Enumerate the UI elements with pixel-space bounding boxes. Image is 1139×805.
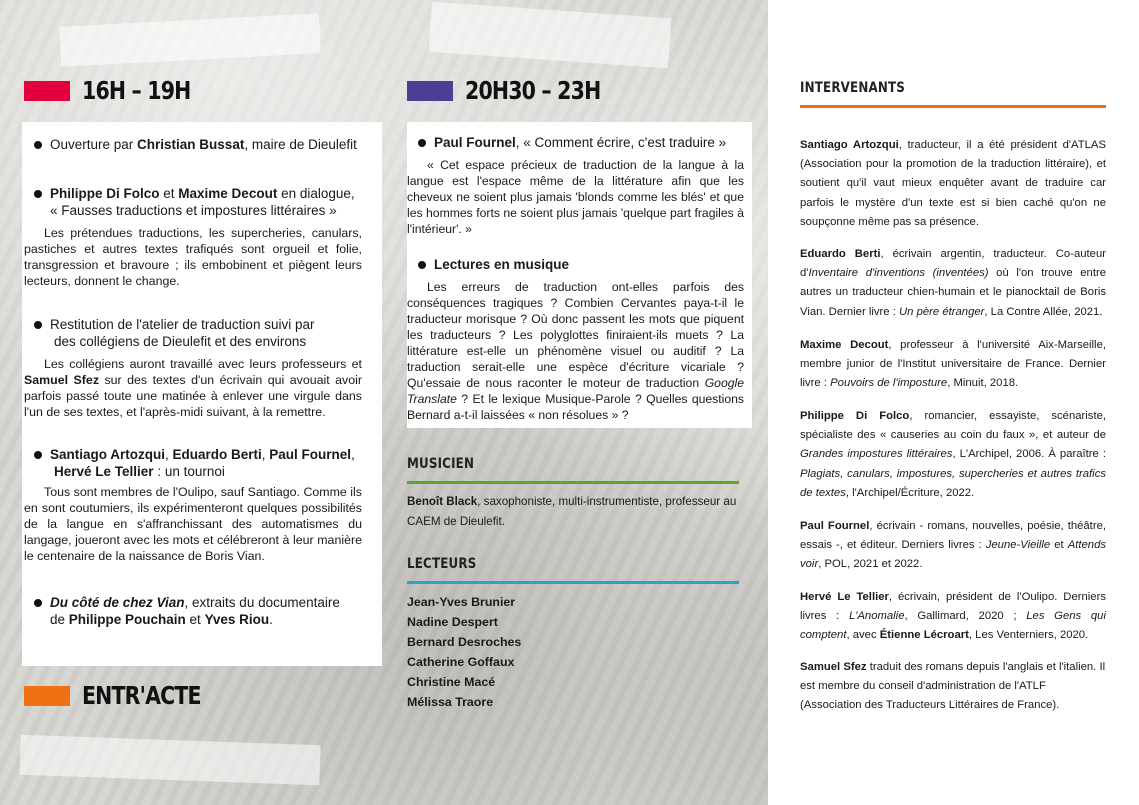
lecteurs-title: LECTEURS	[407, 556, 477, 572]
speaker-name: Eduardo Berti	[800, 248, 881, 260]
intervenants-title: INTERVENANTS	[800, 80, 906, 96]
text: et	[159, 186, 179, 201]
bio-letellier: Hervé Le Tellier, écrivain, président de l'Oulipo. Derniers livres : L'Anomalie, Gallimard, 2020 ; Les Gens qui comptent, avec Étienne Lécroart, Les Venterniers, 2020.	[800, 591, 1106, 642]
musician-name: Benoît Black	[407, 495, 478, 508]
bullet-icon	[34, 141, 42, 149]
reader-name: Jean-Yves Brunier	[407, 595, 516, 609]
bio-decout: Maxime Decout, professeur à l'université Aix-Marseille, membre junior de l'Institut universitaire de France. Dernier livre : Pouvoirs de l'imposture, Minuit, 2018.	[800, 339, 1106, 390]
pink-bar	[24, 81, 70, 101]
entracte-heading: ENTR'ACTE	[82, 681, 201, 710]
item-description: Les prétendues traductions, les supercheries, canulars, pastiches et autres textes trafiqués sont orgueil et folie, transgression et bravoure ; ils embobinent et piègent leurs lecteurs, donnent le change.	[24, 226, 362, 288]
bio-sfez: Samuel Sfez traduit des romans depuis l'anglais et l'italien. Il est membre du conseil d'administration de l'ATLF (Association des Traducteurs Littéraires de France).	[800, 661, 1106, 712]
reader-name: Christine Macé	[407, 675, 496, 689]
speaker-name: Paul Fournel	[800, 520, 870, 532]
bio-fournel: Paul Fournel, écrivain - romans, nouvelles, poésie, théâtre, essais -, et éditeur. Derniers livres : Jeune-Vieille et Attends voir, POL, 2021 et 2022.	[800, 520, 1107, 571]
text: ? Et le lexique Musique-Parole ? Quelles questions Bernard a-t-il laissées « non résolues » ?	[407, 392, 744, 422]
speaker-name: Christian Bussat	[137, 137, 245, 152]
bullet-icon	[34, 190, 42, 198]
book-title: Pouvoirs de l'imposture	[830, 377, 948, 390]
film-title: Du côté de chez Vian	[50, 595, 185, 610]
time-heading: 20H30 – 23H	[465, 76, 601, 105]
program-item-documentary: Du côté de chez Vian, extraits du documentaire de Philippe Pouchain et Yves Riou.	[34, 594, 364, 628]
reader-name: Mélissa Traore	[407, 695, 494, 709]
text: , saxophoniste, multi-instrumentiste, professeur au CAEM de Dieulefit.	[407, 495, 737, 528]
speaker-name: Santiago Artozqui	[50, 447, 165, 462]
speaker-name: Étienne Lécroart	[879, 629, 969, 642]
text: Google Translate	[407, 376, 744, 406]
speaker-name: Paul Fournel	[434, 135, 516, 150]
reader-name: Catherine Goffaux	[407, 655, 515, 669]
bullet-icon	[34, 321, 42, 329]
speaker-name: Samuel Sfez	[24, 373, 100, 387]
cyan-rule	[407, 581, 739, 584]
book-title: Un père étranger	[899, 305, 985, 318]
speaker-name: Philippe Pouchain	[68, 612, 186, 627]
speaker-name: Eduardo Berti	[172, 447, 262, 462]
program-item-tournament: Santiago Artozqui, Eduardo Berti, Paul Fournel, Hervé Le Tellier : un tournoi Tous sont membres de l'Oulipo, sauf Santiago. Comme ils en sont coutumiers, ils expérimenteront quelques possibilités de la langue en s'affranchissant des automatismes du langage, joueront avec les mots et célébreront à leur manière le centenaire de la naissance de Boris Vian.	[24, 447, 362, 563]
text: Restitution de l'atelier de traduction suivi par	[50, 317, 315, 332]
talk-title: « Fausses traductions et impostures littéraires »	[50, 203, 337, 218]
speaker-name: Philippe Di Folco	[800, 410, 910, 422]
text: des collégiens de Dieulefit et des environs	[54, 334, 307, 349]
book-title: Grandes impostures littéraires	[800, 448, 953, 461]
book-title: Attends voir	[800, 539, 1106, 571]
book-title: Les Gens qui comptent	[800, 610, 1106, 642]
speaker-name: Samuel Sfez	[800, 661, 867, 673]
book-title: L'Anomalie	[848, 610, 905, 623]
section-heading-evening	[407, 76, 630, 105]
section-heading-entracte	[24, 681, 227, 710]
readers-list	[407, 592, 521, 712]
text: , extraits du documentaire	[184, 595, 340, 610]
text: Ouverture par	[50, 137, 138, 152]
bullet-icon	[34, 451, 42, 459]
bio-difolco: Philippe Di Folco, romancier, essayiste, scénariste, spécialiste des « causeries au coin du faux », et auteur de Grandes impostures littéraires, L'Archipel, 2006. À paraître : Plagiats, canulars, impostures, supercheries et autres trafics de textes, l'Archipel/Écriture, 2022.	[800, 410, 1106, 499]
section-heading-afternoon	[24, 76, 214, 105]
item-title: Lectures en musique	[434, 257, 570, 272]
text: en dialogue,	[277, 186, 355, 201]
orange-bar	[24, 686, 70, 706]
text: : un tournoi	[153, 464, 225, 479]
text: sur des textes d'un écrivain qui avouait avoir parfois passé toute une matinée à enlever une virgule dans l'un de ses textes, et l'après-midi suivant, à la remettre.	[24, 373, 362, 419]
text: , maire de Dieulefit	[244, 137, 357, 152]
book-title: Inventaire d'inventions (inventées)	[808, 267, 989, 280]
text: , traducteur, il a été président d'ATLAS (Association pour la promotion de la traduction littéraire), et soutient qu'il vaut mieux enquêter avant de traduire car parfois le mystère d'un texte est si bien caché qu'on ne soupçonne même pas sa présence.	[800, 139, 1106, 228]
bio-artozqui	[800, 136, 1106, 232]
talk-title: , « Comment écrire, c'est traduire »	[515, 135, 727, 150]
reader-name: Nadine Despert	[407, 615, 498, 629]
speaker-name: Maxime Decout	[800, 339, 889, 351]
speaker-name: Santiago Artozqui	[800, 139, 899, 151]
speaker-name: Maxime Decout	[178, 186, 278, 201]
green-rule	[407, 481, 739, 484]
musicien-title: MUSICIEN	[407, 456, 475, 472]
bullet-icon	[418, 139, 426, 147]
speaker-name: Paul Fournel	[269, 447, 352, 462]
item-description: « Cet espace précieux de traduction de la langue à la langue est l'espace même de la littérature afin que les cheveux ne soient plus jamais 'blonds comme les blés' et que les hommes forts ne soient plus jamais 'quelque part fragiles à l'intérieur'. »	[407, 158, 744, 236]
text: Les erreurs de traduction ont-elles parfois des conséquences tragiques ? Combien Cervantes paya-t-il le traducteur morisque ? Où donc passent les mots que piquent les traducteurs ? Les polyglottes finiraient-ils muets ? La littérature est-elle un phénomène visuel ou auditif ? La traduction serait-elle une espèce d'écriture vicariale ? Qu'essaie de nous raconter le moteur de traduction	[407, 280, 744, 390]
reader-name: Bernard Desroches	[407, 635, 522, 649]
speaker-name: Hervé Le Tellier	[800, 591, 889, 603]
musician-text	[407, 492, 742, 532]
program-item-dialogue	[24, 185, 362, 289]
book-title: Jeune-Vieille	[985, 539, 1051, 552]
purple-bar	[407, 81, 453, 101]
item-description: Tous sont membres de l'Oulipo, sauf Santiago. Comme ils en sont coutumiers, ils expérimenteront quelques possibilités de la langue en s'affranchissant des automatismes du langage, joueront avec les mots et célébreront à leur manière le centenaire de la naissance de Boris Vian.	[24, 485, 362, 563]
bio-berti: Eduardo Berti, écrivain argentin, traducteur. Co-auteur d'Inventaire d'inventions (inventées) où l'on trouve entre autres un traducteur chien-humain et le pianocktail de Boris Vian. Dernier livre : Un père étranger, La Contre Allée, 2021.	[800, 248, 1106, 318]
text: Les collégiens auront travaillé avec leurs professeurs et	[44, 357, 362, 371]
time-heading: 16H – 19H	[82, 76, 191, 105]
program-item-opening	[34, 136, 364, 153]
program-item-fournel	[407, 134, 744, 237]
bullet-icon	[418, 261, 426, 269]
orange-rule	[800, 105, 1106, 108]
speaker-name: Philippe Di Folco	[50, 186, 160, 201]
bullet-icon	[34, 599, 42, 607]
speaker-name: Hervé Le Tellier	[54, 464, 154, 479]
program-item-readings	[407, 256, 744, 423]
program-item-workshop	[24, 316, 362, 420]
book-title: Plagiats, canulars, impostures, supercheries et autres trafics de textes	[800, 467, 1106, 499]
speaker-name: Yves Riou	[204, 612, 270, 627]
